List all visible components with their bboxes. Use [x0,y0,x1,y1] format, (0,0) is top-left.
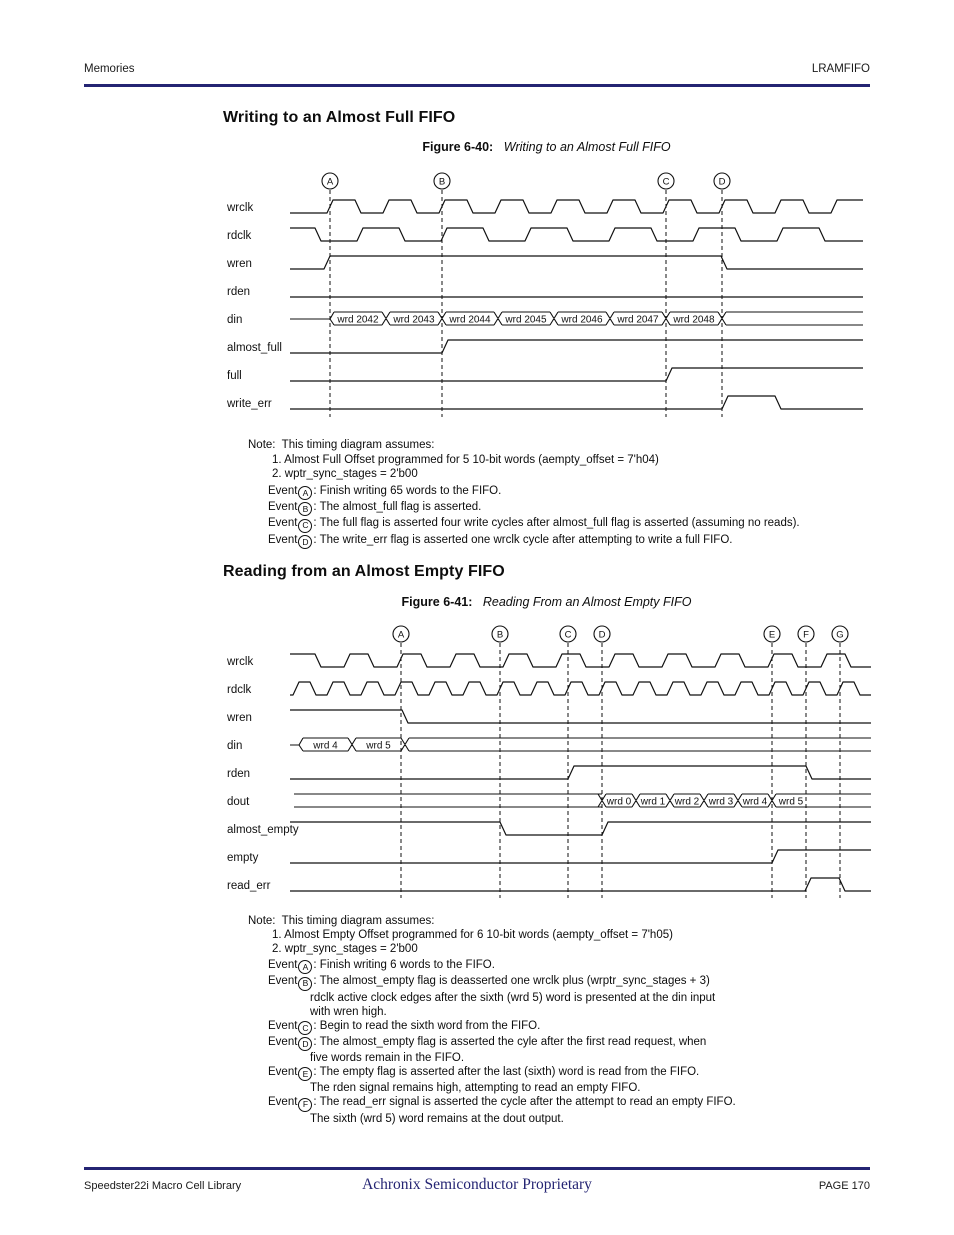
note-event-text: : The full flag is asserted four write cycles after almost_full flag is asserted (assuming no reads). [313,517,800,530]
footer-rule [84,1167,870,1170]
notes-figure-6-40 [248,438,800,549]
signal-wren-waveform [290,256,863,269]
note-event-word: Event [268,1035,298,1048]
note-event-circled-letter-A: A [298,486,312,500]
note-event-word: Event [268,975,298,988]
note-event-circled-letter-A: A [298,960,312,974]
note-event-circled-letter-B: B [298,977,312,991]
note-event-word: Event [268,1066,298,1078]
signal-rdclk-waveform [290,682,871,695]
note-event-circled-letter-E: E [298,1067,312,1081]
signal-wren-waveform [290,710,871,723]
note-event-A [248,958,736,974]
bus-word-label: wrd 2047 [617,314,659,326]
signal-label-rdclk: rdclk [227,230,252,242]
signal-label-din: din [227,740,243,752]
note-event-E [248,1065,736,1081]
note-assumption-1: 1. Almost Full Offset programmed for 5 10-bit words (aempty_offset = 7'h04) [272,453,659,466]
signal-almost_empty-waveform [290,822,871,835]
note-event-text: : The almost_empty flag is deasserted one wrclk plus (wrptr_sync_stages + 3) [313,975,710,988]
note-event-circled-letter-C: C [298,519,312,533]
event-marker-letter-C: C [564,629,572,641]
event-marker-letter-B: B [438,176,446,188]
figure-caption-text: Reading From an Almost Empty FIFO [482,595,692,609]
note-event-circled-letter-F: F [298,1098,312,1112]
signal-label-dout: dout [227,796,250,808]
note-event-word: Event [268,959,298,971]
bus-word-label: wrd 1 [640,796,666,808]
footer-right-text: PAGE 170 [818,1180,870,1192]
note-assumption-2: 2. wptr_sync_stages = 2'b00 [272,468,418,481]
figure-caption-text: Writing to an Almost Full FIFO [503,140,671,154]
section-heading-writing: Writing to an Almost Full FIFO [223,109,456,126]
signal-label-write_err: write_err [227,398,272,410]
note-event-text: : The write_err flag is asserted one wrclk cycle after attempting to write a full FIFO. [313,533,733,546]
signal-read_err-waveform [290,878,871,891]
event-marker-letter-E: E [768,629,776,641]
notes-figure-6-41 [248,914,736,1126]
note-event-word: Event [268,484,298,497]
diagram-content [226,173,863,417]
signal-label-rden: rden [227,286,251,298]
signal-label-almost_full: almost_full [227,342,282,354]
note-event-word: Event [268,533,298,546]
signal-label-almost_empty: almost_empty [227,824,299,836]
note-event-F [248,1095,736,1111]
note-event-C [248,516,800,532]
note-event-word: Event [268,1019,298,1032]
diagram-content [226,626,871,898]
note-event-text: : The almost_full flag is asserted. [313,501,482,514]
header-left-text: Memories [84,63,135,75]
event-marker-letter-D: D [598,629,606,641]
signal-almost_full-waveform [290,340,863,353]
signal-label-wren: wren [227,258,252,270]
signal-full-waveform [290,368,863,381]
note-event-D [248,533,800,549]
footer-left-text: Speedster22i Macro Cell Library [84,1180,242,1192]
figure-caption-6-40 [223,140,870,154]
bus-word-label: wrd 5 [778,796,804,808]
signal-rdclk-waveform [290,228,863,241]
bus-word-label: wrd 2043 [393,314,435,326]
note-event-B [248,974,736,990]
header-right-text: LRAMFIFO [811,63,870,75]
bus-word-label: wrd 5 [366,740,391,752]
note-event-F-continuation: The sixth (wrd 5) word remains at the dout output. [310,1112,564,1125]
note-event-B-continuation: with wren high. [310,1005,387,1018]
signal-label-din: din [227,314,243,326]
note-event-word: Event [268,517,298,530]
note-assumption-1: 1. Almost Empty Offset programmed for 6 10-bit words (aempty_offset = 7'h05) [272,929,673,941]
signal-label-rden: rden [227,768,251,780]
note-event-circled-letter-C: C [298,1021,312,1035]
note-assumption-2: 2. wptr_sync_stages = 2'b00 [272,943,418,955]
note-event-text: : Begin to read the sixth word from the FIFO. [313,1019,541,1032]
event-marker-letter-A: A [326,176,334,188]
note-event-word: Event [268,501,298,514]
bus-word-label: wrd 2044 [449,314,491,326]
signal-label-full: full [227,370,242,382]
event-marker-letter-G: G [836,629,844,641]
bus-word-label: wrd 0 [606,796,632,808]
event-marker-letter-F: F [803,629,809,641]
bus-word-label: wrd 4 [313,740,338,752]
note-event-B [248,500,800,516]
bus-word-label: wrd 2048 [673,314,715,326]
event-marker-letter-D: D [718,176,726,188]
note-event-text: : The empty flag is asserted after the last (sixth) word is read from the FIFO. [313,1066,700,1078]
bus-word-label: wrd 2 [674,796,700,808]
bus-word-label: wrd 2042 [337,314,379,326]
note-event-text: : The almost_empty flag is asserted the cyle after the first read request, when [313,1035,707,1048]
signal-label-empty: empty [227,852,259,864]
bus-word-label: wrd 3 [708,796,734,808]
note-event-D-continuation: five words remain in the FIFO. [310,1052,465,1064]
note-event-text: : Finish writing 65 words to the FIFO. [313,484,502,497]
header-rule [84,84,870,87]
signal-label-wrclk: wrclk [227,656,254,668]
note-event-word: Event [268,1096,298,1109]
section-heading-reading: Reading from an Almost Empty FIFO [223,563,505,580]
bus-word-label: wrd 2045 [505,314,547,326]
note-event-D [248,1035,736,1051]
signal-wrclk-waveform [290,654,871,667]
figure-caption-label: Figure 6-40: [422,140,494,154]
note-event-B-continuation: rdclk active clock edges after the sixth (wrd 5) word is presented at the din input [310,991,716,1004]
note-event-circled-letter-D: D [298,535,312,549]
event-marker-letter-C: C [662,176,670,188]
signal-empty-waveform [290,850,871,863]
signal-label-read_err: read_err [227,880,271,892]
note-event-circled-letter-D: D [298,1037,312,1051]
signal-rden-waveform [290,766,871,779]
signal-label-wrclk: wrclk [227,202,254,214]
event-marker-letter-B: B [496,629,504,641]
note-intro: Note: This timing diagram assumes: [248,915,435,927]
figure-caption-label: Figure 6-41: [401,595,473,609]
signal-write_err-waveform [290,396,863,409]
bus-word-label: wrd 2046 [561,314,603,326]
signal-label-rdclk: rdclk [227,684,252,696]
signal-wrclk-waveform [290,200,863,213]
note-intro: Note: This timing diagram assumes: [248,439,435,451]
signal-label-wren: wren [227,712,252,724]
event-marker-letter-A: A [397,629,405,641]
note-event-text: : Finish writing 6 words to the FIFO. [313,959,495,971]
note-event-text: : The read_err signal is asserted the cycle after the attempt to read an empty FIFO. [313,1096,736,1109]
timing-diagram-writing-almost-full [0,168,954,430]
figure-caption-6-41 [223,595,870,609]
note-event-E-continuation: The rden signal remains high, attempting to read an empty FIFO. [310,1082,641,1095]
note-event-circled-letter-B: B [298,502,312,516]
bus-word-label: wrd 4 [742,796,768,808]
footer-center-text: Achronix Semiconductor Proprietary [362,1176,592,1193]
timing-diagram-reading-almost-empty [0,622,954,906]
note-event-A [248,484,800,500]
note-event-C [248,1019,736,1035]
